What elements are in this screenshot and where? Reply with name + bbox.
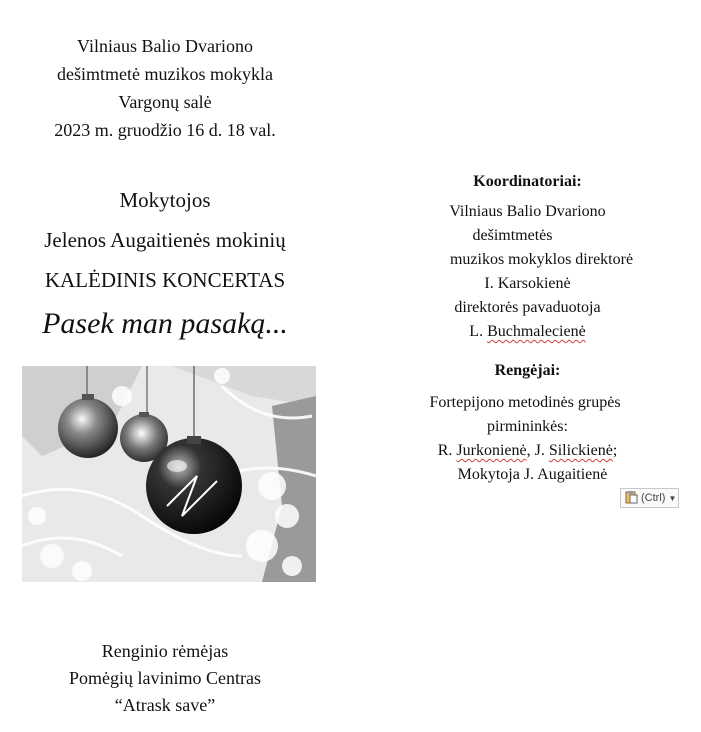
header-line-hall: Vargonų salė (118, 92, 212, 112)
teacher-line: Mokytoja J. Augaitienė (457, 466, 608, 483)
header-line-date: 2023 m. gruodžio 16 d. 18 val. (54, 120, 276, 140)
coordinator-line: Vilniaus Balio Dvariono (449, 203, 606, 220)
concert-heading (0, 180, 330, 300)
organizer-line: Fortepijono metodinės grupės (429, 394, 621, 411)
coordinator-line: direktorės pavaduotoja (454, 299, 601, 316)
coordinator-initial: L. (469, 323, 488, 340)
paste-options-label: (Ctrl) (641, 492, 666, 504)
coordinators-block (395, 170, 660, 344)
coordinator-line: I. Karsokienė (484, 275, 571, 292)
header-line-school: Vilniaus Balio Dvariono (77, 36, 253, 56)
organizer-prefix: R. (437, 442, 457, 459)
concert-line-students: Jelenos Augaitienės mokinių (44, 228, 286, 252)
sponsor-project: “Atrask save” (114, 695, 216, 715)
coordinator-line: dešimtmetės (472, 227, 553, 244)
organizer-line: pirmininkės: (487, 418, 568, 435)
organizers-block (395, 359, 660, 487)
organizer-name-1: Jurkonienė (456, 442, 527, 459)
sponsor-name: Pomėgių lavinimo Centras (69, 668, 261, 688)
organizer-name-2: Silickienė (548, 442, 613, 459)
organizer-separator: , J. (526, 442, 549, 459)
concert-title: Pasek man pasaką... (42, 307, 288, 340)
organizers-heading: Rengėjai: (494, 362, 561, 379)
paste-options-button[interactable] (620, 488, 679, 508)
organizer-names (395, 439, 660, 463)
concert-line-name: KALĖDINIS KONCERTAS (44, 268, 286, 292)
sponsor-block (0, 638, 330, 719)
ornaments-illustration (22, 366, 316, 582)
organizer-suffix: ; (612, 442, 618, 459)
clipboard-icon (624, 490, 638, 507)
coordinators-heading: Koordinatoriai: (473, 173, 582, 190)
header-line-school-type: dešimtmetė muzikos mokykla (57, 64, 273, 84)
chevron-down-icon: ▼ (668, 493, 677, 503)
coordinator-surname: Buchmalecienė (487, 323, 586, 340)
sponsor-label: Renginio rėmėjas (101, 641, 229, 661)
venue-header (0, 32, 330, 144)
christmas-ornaments-photo (22, 366, 316, 582)
concert-line-teacher-title: Mokytojos (119, 188, 211, 212)
coordinator-line: muzikos mokyklos direktorė (449, 251, 634, 268)
coordinator-line (395, 320, 660, 344)
